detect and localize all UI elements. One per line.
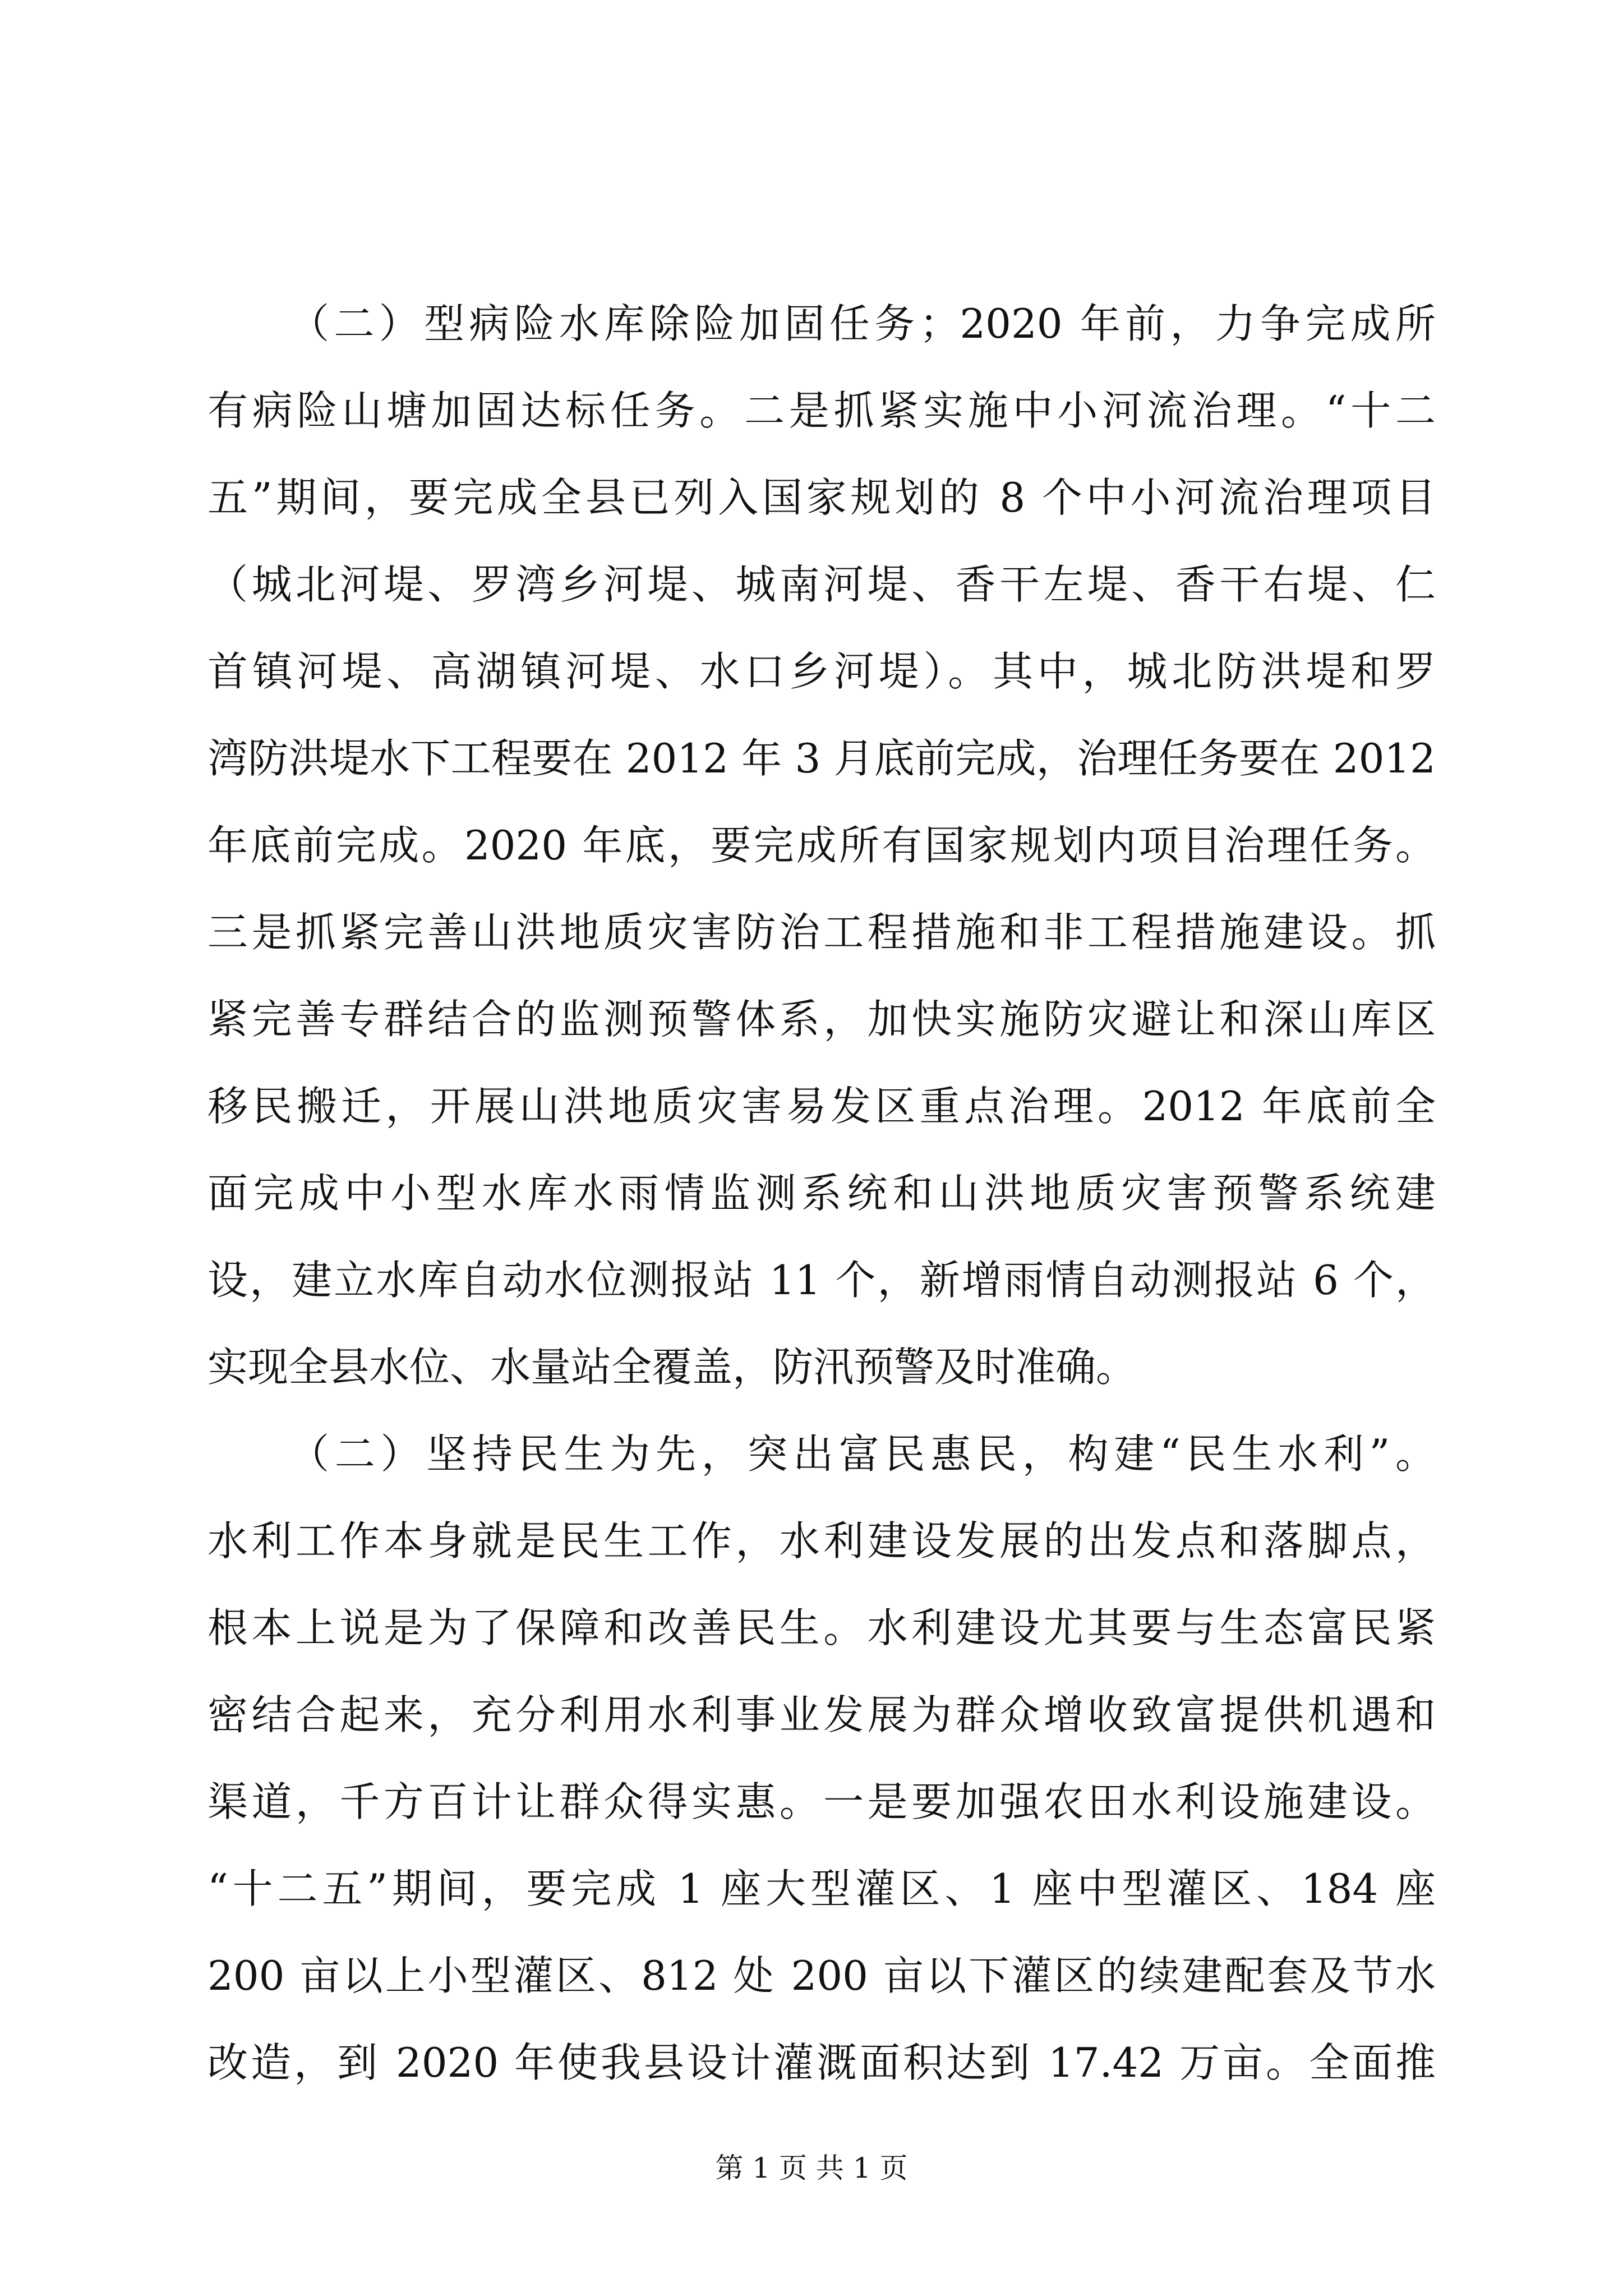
page-footer: 第 1 页 共 1 页 bbox=[715, 2152, 908, 2184]
paragraph-2-line-5: 渠道，千方百计让群众得实惠。一是要加强农田水利设施建设。 bbox=[208, 1778, 1436, 1825]
paragraph-1-line-2: 有病险山塘加固达标任务。二是抓紧实施中小河流治理。“十二 bbox=[208, 387, 1436, 434]
paragraph-2-line-2: 水利工作本身就是民生工作，水利建设发展的出发点和落脚点， bbox=[208, 1517, 1436, 1565]
paragraph-2-line-7: 200 亩以上小型灌区、812 处 200 亩以下灌区的续建配套及节水 bbox=[208, 1952, 1436, 1999]
paragraph-1-line-7: 年底前完成。2020 年底，要完成所有国家规划内项目治理任务。 bbox=[208, 822, 1436, 869]
paragraph-2-line-3: 根本上说是为了保障和改善民生。水利建设尤其要与生态富民紧 bbox=[208, 1604, 1436, 1651]
paragraph-1-line-8: 三是抓紧完善山洪地质灾害防治工程措施和非工程措施建设。抓 bbox=[208, 909, 1436, 956]
paragraph-1-line-10: 移民搬迁，开展山洪地质灾害易发区重点治理。2012 年底前全 bbox=[208, 1083, 1436, 1130]
paragraph-1-line-1: （二）型病险水库除险加固任务；2020 年前，力争完成所 bbox=[289, 300, 1436, 347]
paragraph-1-line-5: 首镇河堤、高湖镇河堤、水口乡河堤）。其中，城北防洪堤和罗 bbox=[208, 648, 1436, 695]
paragraph-2-line-6: “十二五”期间，要完成 1 座大型灌区、1 座中型灌区、184 座 bbox=[208, 1865, 1436, 1912]
paragraph-1-line-3: 五”期间，要完成全县已列入国家规划的 8 个中小河流治理项目 bbox=[208, 474, 1436, 521]
paragraph-2-line-8: 改造，到 2020 年使我县设计灌溉面积达到 17.42 万亩。全面推 bbox=[208, 2039, 1436, 2086]
paragraph-1-line-12: 设，建立水库自动水位测报站 11 个，新增雨情自动测报站 6 个， bbox=[208, 1257, 1436, 1304]
paragraph-2-line-1: （二）坚持民生为先，突出富民惠民，构建“民生水利”。 bbox=[289, 1430, 1436, 1478]
paragraph-1-line-13: 实现全县水位、水量站全覆盖，防汛预警及时准确。 bbox=[208, 1343, 1137, 1391]
paragraph-1-line-4: （城北河堤、罗湾乡河堤、城南河堤、香干左堤、香干右堤、仁 bbox=[208, 561, 1436, 608]
document-body bbox=[208, 280, 1436, 2106]
paragraph-1-line-9: 紧完善专群结合的监测预警体系，加快实施防灾避让和深山库区 bbox=[208, 996, 1436, 1043]
paragraph-2-line-4: 密结合起来，充分利用水利事业发展为群众增收致富提供机遇和 bbox=[208, 1691, 1436, 1738]
paragraph-1-line-11: 面完成中小型水库水雨情监测系统和山洪地质灾害预警系统建 bbox=[208, 1170, 1436, 1217]
paragraph-1-line-6: 湾防洪堤水下工程要在 2012 年 3 月底前完成，治理任务要在 2012 bbox=[208, 735, 1436, 782]
